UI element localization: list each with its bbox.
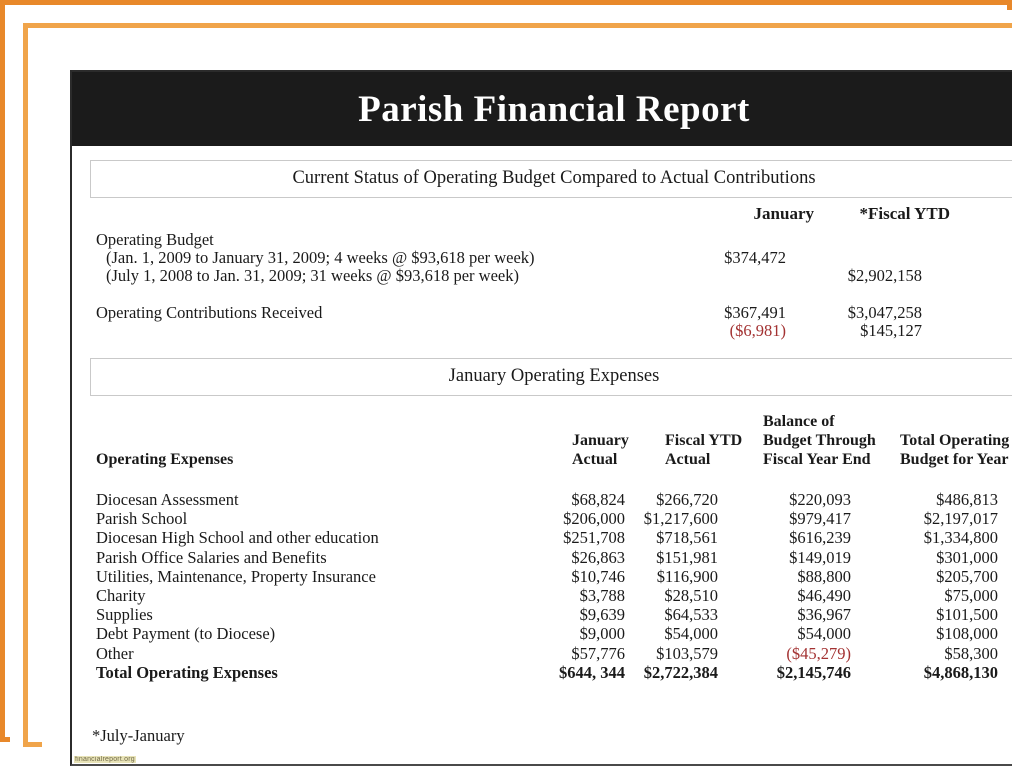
summary-section-heading: Current Status of Operating Budget Compared to Actual Contributions bbox=[90, 160, 1012, 198]
summary-value-fiscal-ytd: $145,127 bbox=[860, 321, 922, 340]
expenses-row-label: Parish School bbox=[96, 509, 188, 529]
expenses-row-label: Supplies bbox=[96, 605, 153, 625]
expenses-section-heading: January Operating Expenses bbox=[90, 358, 1012, 396]
expenses-value-balance: $979,417 bbox=[789, 509, 851, 529]
expenses-value-total-budget: $108,000 bbox=[936, 624, 998, 644]
summary-row-label: Operating Budget bbox=[96, 230, 214, 249]
report-page bbox=[70, 70, 1012, 766]
expenses-value-january-actual: $9,000 bbox=[579, 624, 625, 644]
summary-block bbox=[90, 202, 1012, 352]
decorative-frame-padding bbox=[42, 42, 1012, 763]
expenses-col-header-line: Actual bbox=[665, 451, 711, 468]
expenses-value-balance: $88,800 bbox=[797, 566, 851, 586]
expenses-total-label: Total Operating Expenses bbox=[96, 662, 278, 682]
expenses-value-total-budget: $205,700 bbox=[936, 566, 998, 586]
summary-row-label: (Jan. 1, 2009 to January 31, 2009; 4 weeks @ $93,618 per week) bbox=[106, 248, 535, 267]
expenses-value-balance: ($45,279) bbox=[786, 643, 851, 663]
expenses-value-january-actual: $251,708 bbox=[563, 528, 625, 548]
expenses-value-fiscal-ytd: $64,533 bbox=[664, 605, 718, 625]
expenses-col-header-line: Fiscal YTD bbox=[665, 432, 743, 449]
expenses-value-total-budget: $486,813 bbox=[936, 490, 998, 509]
expenses-table bbox=[90, 412, 1012, 682]
expenses-col-header-line: Total Operating bbox=[900, 432, 1010, 449]
expenses-col-header bbox=[572, 412, 629, 469]
expenses-row-label-header: Operating Expenses bbox=[96, 451, 234, 468]
expenses-row-label: Charity bbox=[96, 586, 146, 605]
expenses-value-total-budget: $1,334,800 bbox=[923, 528, 998, 548]
expenses-value-january-actual: $57,776 bbox=[571, 643, 625, 663]
expenses-value-fiscal-ytd: $2,722,384 bbox=[643, 662, 718, 682]
expenses-value-total-budget: $101,500 bbox=[936, 605, 998, 625]
summary-value-january: ($6,981) bbox=[729, 321, 786, 340]
expenses-value-january-actual: $10,746 bbox=[571, 566, 625, 586]
decorative-frame-middle bbox=[10, 10, 1012, 763]
expenses-row-label: Parish Office Salaries and Benefits bbox=[96, 547, 327, 567]
summary-row-label: Operating Contributions Received bbox=[96, 303, 323, 322]
expenses-row-label: Diocesan Assessment bbox=[96, 490, 239, 509]
report-title-band bbox=[72, 72, 1012, 146]
expenses-value-total-budget: $58,300 bbox=[944, 643, 998, 663]
expenses-value-january-actual: $644, 344 bbox=[559, 662, 625, 682]
expenses-col-header-line: Balance of bbox=[763, 413, 835, 430]
expenses-value-january-actual: $68,824 bbox=[571, 490, 625, 509]
expenses-row-label: Other bbox=[96, 643, 134, 663]
expenses-value-total-budget: $301,000 bbox=[936, 547, 998, 567]
summary-value-january: $367,491 bbox=[724, 303, 786, 322]
expenses-value-total-budget: $2,197,017 bbox=[923, 509, 998, 529]
report-body bbox=[72, 146, 1012, 682]
summary-col-header-fiscal-ytd: *Fiscal YTD bbox=[859, 204, 950, 223]
expenses-value-balance: $220,093 bbox=[789, 490, 851, 509]
expenses-value-balance: $149,019 bbox=[789, 547, 851, 567]
expenses-value-balance: $54,000 bbox=[797, 624, 851, 644]
expenses-row-label: Debt Payment (to Diocese) bbox=[96, 624, 276, 644]
expenses-value-total-budget: $4,868,130 bbox=[923, 662, 998, 682]
expenses-value-fiscal-ytd: $54,000 bbox=[664, 624, 718, 644]
summary-col-header-january: January bbox=[753, 204, 814, 223]
expenses-value-fiscal-ytd: $28,510 bbox=[664, 586, 718, 605]
expenses-row-label: Utilities, Maintenance, Property Insurance bbox=[96, 566, 376, 586]
summary-value-fiscal-ytd: $2,902,158 bbox=[847, 266, 922, 285]
summary-value-fiscal-ytd: $3,047,258 bbox=[847, 303, 922, 322]
summary-row-label: (July 1, 2008 to Jan. 31, 2009; 31 weeks @ $93,618 per week) bbox=[106, 266, 519, 285]
expenses-value-january-actual: $206,000 bbox=[563, 509, 625, 529]
expenses-value-fiscal-ytd: $151,981 bbox=[656, 547, 718, 567]
expenses-row-label: Diocesan High School and other education bbox=[96, 528, 379, 548]
expenses-value-january-actual: $3,788 bbox=[579, 586, 625, 605]
expenses-col-header-line: Actual bbox=[572, 451, 618, 468]
expenses-value-fiscal-ytd: $718,561 bbox=[656, 528, 718, 548]
expenses-value-fiscal-ytd: $103,579 bbox=[656, 643, 718, 663]
watermark: financialreport.org bbox=[75, 756, 135, 763]
expenses-value-balance: $616,239 bbox=[789, 528, 851, 548]
expenses-value-balance: $2,145,746 bbox=[776, 662, 851, 682]
expenses-col-header bbox=[665, 412, 742, 469]
expenses-col-header-line: Budget for Year bbox=[900, 451, 1009, 468]
page-title: Parish Financial Report bbox=[358, 88, 750, 130]
expenses-value-balance: $36,967 bbox=[797, 605, 851, 625]
expenses-col-header-line: Budget Through bbox=[763, 432, 876, 449]
expenses-value-total-budget: $75,000 bbox=[944, 586, 998, 605]
expenses-col-header bbox=[900, 412, 1009, 469]
expenses-col-header bbox=[763, 412, 876, 469]
expenses-value-balance: $46,490 bbox=[797, 586, 851, 605]
footnote: *July-January bbox=[92, 726, 185, 745]
summary-value-january: $374,472 bbox=[724, 248, 786, 267]
expenses-value-january-actual: $9,639 bbox=[579, 605, 625, 625]
expenses-col-header-line: January bbox=[572, 432, 629, 449]
expenses-value-fiscal-ytd: $266,720 bbox=[656, 490, 718, 509]
decorative-frame-inner bbox=[23, 23, 1012, 763]
expenses-value-fiscal-ytd: $1,217,600 bbox=[643, 509, 718, 529]
expenses-value-fiscal-ytd: $116,900 bbox=[656, 566, 718, 586]
expenses-value-january-actual: $26,863 bbox=[571, 547, 625, 567]
expenses-col-header-line: Fiscal Year End bbox=[763, 451, 871, 468]
